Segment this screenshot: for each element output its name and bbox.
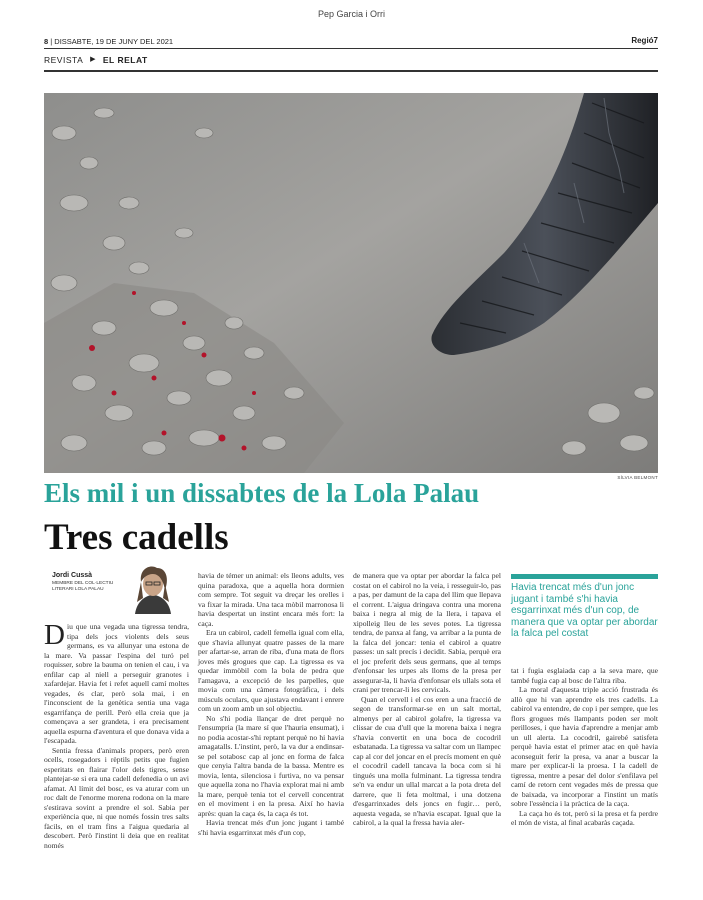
paragraph: Era un cabirol, cadell femella igual com ella, que s'havia allunyat quatre passes de la mare per afartar-se, arran de riba, d'una mata de flors joves més grogues que cap. La tigressa es va quedar immòbil com la bola de pedra que l'amagava, a excepció de les parpelles, que movia com una càmera fotogràfica, i dels músculs oculars, que ajustava endavant i enrere com un zoom amb un sol objectiu.: [198, 628, 344, 713]
paragraph: Quan el cervell i el cos eren a una fracció de segon de transformar-se en un salt mortal, almenys per al cabirol golafre, la tigressa va clissar de cua d'ull que la morena baixa i negra s'havia convertit en una boca de cocodril esbatanada. La tigressa va saltar com un llampec cap al cor del joncar en el precís moment en què el cocodril cadell tancava la boca com si hi tingués una molla fulminant. La tigressa tendra se'n va endur un ullal marcat a la pota dreta del darrere, que li feta moltmal, i una dotzena d'esgarrinxades dels joncs en fugir… però, aquesta vegada, se n'havia escapat. Igual que la cabirol, a la qual la fressa havia aler-: [353, 694, 502, 827]
paragraph: havia de témer un animal: els lleons adults, ves quina paradoxa, que a aquella hora dormien com sempre. Tot seguit va dreçar les orelles i va fixar la mirada. Una taca mòbil marronosa li havia despertat un instint encara més fort: la caça.: [198, 571, 344, 628]
paragraph: tat i fugia esglaiada cap a la seva mare, que també fugia cap al bosc de l'altra riba.: [511, 666, 658, 685]
paragraph: Havia trencat més d'un jonc jugant i també s'hi havia esgarrinxat més d'un cop,: [198, 818, 344, 837]
avatar: [121, 562, 185, 614]
lead-photo: [44, 93, 658, 473]
paragraph: La moral d'aquesta triple acció frustrada és allò que hi van aprendre els tres cadells. La cabirol va entendre, de cop i per sempre, que les flors grogues més llampants poden ser molt perilloses, i que havia d'aprendre a menjar amb un ull alerta. La cocodril, gairebé satisfeta perquè havia estat el primer atac en què havia aconseguit ferir la presa, va anar a buscar la mare per explicar-li la proesa. I la cadell de tigressa, mentre a pesar del dolor s'enfilava pel camí de retorn cent vegades més de pressa que de baixada, va incorporar a l'instint un matís sobre l'essència i la pràctica de la caça.: [511, 685, 658, 808]
paragraph: iu que una vegada una tigressa tendra, tipa dels jocs violents dels seus germans, es va allunyar una estona de la mare. Va passar l'espina del turó pel roquisser, sobre la bauma on tenien el cau, i va enfilar cap al niell a perseguir granotes i xafardejar. Havia fet i refet aquell camí moltes vegades, és clar, però sola mai, i en l'inconscient de la genètica sentia una vaga esgarrifança de perill. Però ella creia que ja començava a ser grandeta, i era precisament aquella espurna d'aventura el que donava vida a l'escapada.: [44, 622, 189, 745]
body-column-3: [353, 571, 501, 828]
page-number: 8: [44, 37, 49, 46]
paragraph: No s'hi podia llançar de dret perquè no l'ensumpria (la mare sí que l'hauria ensumat), i no podia acostar-s'hi reptant perquè no hi havia amagatalls. L'instint, però, la va dur a endinsar-se pel sotabosc cap al jonc en forma de falca que cenyia l'altra banda de la bassa. Mentre es movia, lenta, silenciosa i furtiva, no va pensar que aquella zona no l'havia explorat mai ni amb la mare, perquè tenia tot el cervell concentrat en el moviment i en la presa. Així ho havia après: quan la caça és, la caça és tot.: [198, 713, 344, 818]
article-title: Tres cadells: [44, 517, 229, 558]
paragraph: La caça ho és tot, però si la presa et fa perdre el món de vista, al final acabaràs caçada.: [511, 808, 658, 827]
body-column-2: [198, 571, 344, 837]
issue-date: DISSABTE, 19 DE JUNY DEL 2021: [54, 37, 174, 46]
newspaper-name: Regió7: [631, 36, 658, 45]
site-note: Pep Garcia i Orri: [317, 9, 386, 19]
running-head: 8 | DISSABTE, 19 DE JUNY DEL 2021 Regió7: [44, 36, 658, 49]
subsection-name: EL RELAT: [102, 55, 148, 65]
section-bar: [44, 55, 658, 72]
body-column-4: [511, 666, 658, 828]
body-column-1: [44, 619, 189, 850]
paragraph: Sentia fressa d'animals propers, però eren ocells, rosegadors i rèptils petits que fugien esperitats en flairar l'olor dels tigres, sense plantejar-se si era una cadell defenedia o un avi afamat. Al límit del bosc, es va aturar com un roc dalt de l'enorme morena rodona on la mare s'estirava sovint a prendre el sol. Sabia per experiència que, ni que només fossin tres salts fàcils, en el tram fins a l'aigua quedaria al descobert. Però l'instint li deia que en realitat només: [44, 745, 189, 850]
drop-cap: D: [44, 619, 65, 651]
arrow-right-icon: ▶: [90, 56, 97, 63]
author-portrait: [121, 562, 185, 614]
paragraph: de manera que va optar per abordar la falca pel costat on el cabirol no la veia, i resseguir-lo, pas a pas, per damunt de la capa del llim que llepava el corrent. L'aigua dringava contra una morena baixa i negra al mig de la llera, i tapava el xipolleig lleu de les seves potes. La tigressa tendra, de panxa al fang, va arribar a la punta de la falca del joncar: tenia el cabirol a quatre passes: un salt precís i decidit. Sabia, perquè era el joc preferit dels seus germans, que al temps d'enfonsar les urpes als lloms de la presa per assegurar-la, li havia d'enfonsar els ullals sota el crani per trencar-li les cervicals.: [353, 571, 501, 694]
photo-credit: SÍLVIA BELMONT: [617, 475, 658, 480]
author-name: Jordi Cussà: [52, 572, 93, 579]
lead-photo-image: [44, 93, 658, 473]
pull-quote: Havia trencat més d'un jonc jugant i també s'hi havia esgarrinxat més d'un cop, de manera que va optar per abordar la falca pel costat: [511, 574, 658, 640]
author-role: MEMBRE DEL COL·LECTIU LITERARI LOLA PALAU: [52, 581, 114, 592]
section-name: REVISTA: [44, 55, 84, 65]
article-kicker: Els mil i un dissabtes de la Lola Palau: [44, 478, 480, 508]
